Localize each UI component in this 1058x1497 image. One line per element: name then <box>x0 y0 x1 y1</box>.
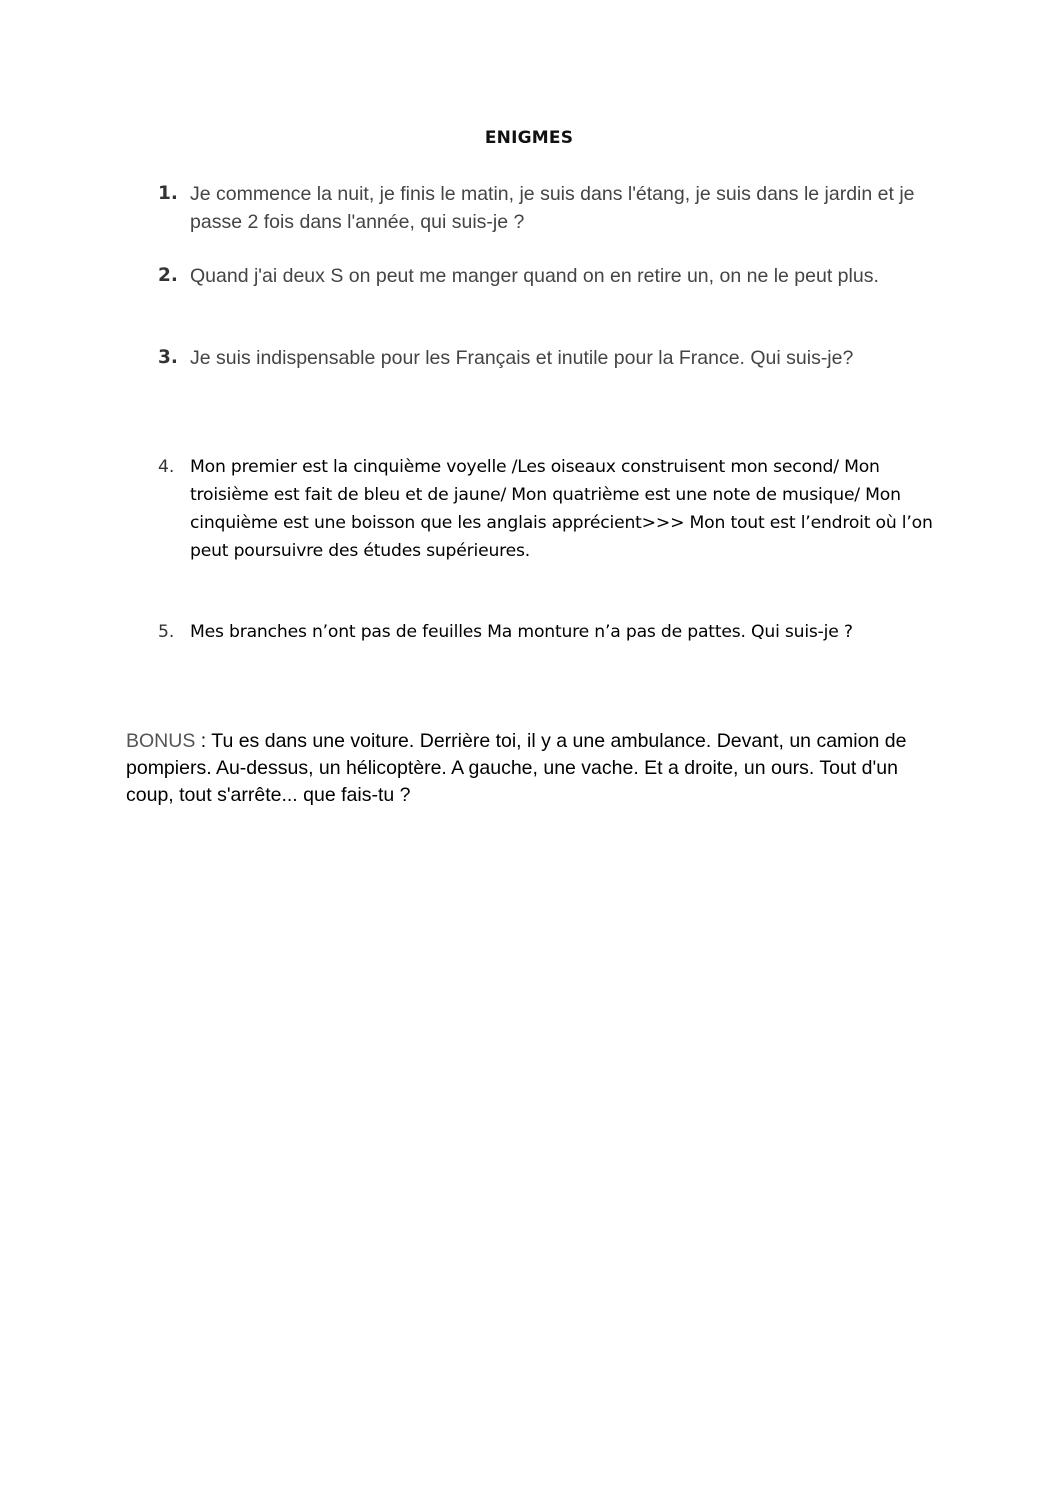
bonus-riddle <box>126 728 926 809</box>
riddle-item-4 <box>158 453 948 565</box>
riddle-number: 3. <box>158 347 178 368</box>
riddle-text: Je commence la nuit, je finis le matin, je suis dans l'étang, je suis dans le jardin et je passe 2 fois dans l'année, qui suis-je ? <box>190 183 915 233</box>
bonus-label: BONUS <box>126 730 196 752</box>
riddle-item-5 <box>158 618 948 646</box>
riddle-text: Quand j'ai deux S on peut me manger quand on en retire un, on ne le peut plus. <box>190 265 879 287</box>
riddle-number: 2. <box>158 265 178 286</box>
riddle-item-3 <box>158 344 948 372</box>
riddle-item-1 <box>158 180 948 236</box>
riddle-text: Mon premier est la cinquième voyelle /Les oiseaux construisent mon second/ Mon troisième est fait de bleu et de jaune/ Mon quatrième est une note de musique/ Mon cinquième est une boisson que les anglais apprécient>>> Mon tout est l’endroit où l’on peut poursuivre des études supérieures. <box>190 457 933 561</box>
riddle-text: Mes branches n’ont pas de feuilles Ma monture n’a pas de pattes. Qui suis-je ? <box>190 622 853 642</box>
riddle-item-2 <box>158 262 948 290</box>
document-title: ENIGMES <box>484 128 574 148</box>
bonus-text: : Tu es dans une voiture. Derrière toi, il y a une ambulance. Devant, un camion de pompiers. Au-dessus, un hélicoptère. A gauche, une vache. Et a droite, un ours. Tout d'un coup, tout s'arrête... que fais-tu ? <box>126 730 907 806</box>
riddle-number: 1. <box>158 183 178 204</box>
riddle-number: 5. <box>158 622 175 642</box>
riddle-number: 4. <box>158 457 175 477</box>
riddle-text: Je suis indispensable pour les Français et inutile pour la France. Qui suis-je? <box>190 347 854 369</box>
